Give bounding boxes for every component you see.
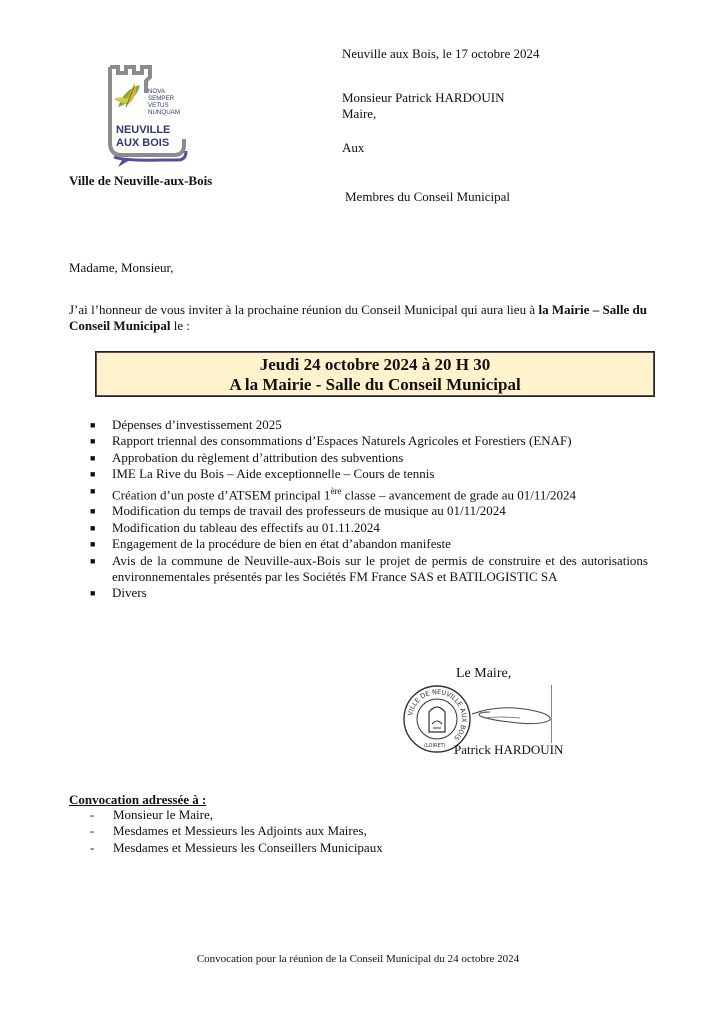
org-name: Ville de Neuville-aux-Bois <box>69 173 213 188</box>
agenda-item <box>88 433 648 449</box>
bullet-icon: ■ <box>90 539 96 550</box>
convocation-item-text: Mesdames et Messieurs les Adjoints aux Maires, <box>113 823 367 839</box>
agenda-item <box>88 450 648 466</box>
bullet-icon: ■ <box>90 522 96 533</box>
convocation-item <box>88 807 383 823</box>
logo-motto-4: NUNQUAM <box>148 109 180 116</box>
agenda-item-text: IME La Rive du Bois – Aide exceptionnelle – Cours de tennis <box>112 466 435 482</box>
intro-paragraph <box>69 302 647 334</box>
bullet-icon: ■ <box>90 485 96 496</box>
aux-label: Aux <box>342 140 365 155</box>
convocation-item <box>88 840 383 856</box>
bullet-icon: ■ <box>90 436 96 447</box>
agenda-item-text: Modification du tableau des effectifs au 01.11.2024 <box>112 519 380 535</box>
handwritten-signature <box>470 700 555 730</box>
intro-suffix: le : <box>173 318 190 333</box>
agenda-item-text: Modification du temps de travail des professeurs de musique au 01/11/2024 <box>112 503 506 519</box>
logo-motto-2: SEMPER <box>148 95 175 102</box>
agenda-item-text: Approbation du règlement d’attribution des subventions <box>112 449 404 465</box>
dash-icon: - <box>90 807 95 822</box>
agenda-item-text: Avis de la commune de Neuville-aux-Bois sur le projet de permis de construire et des autorisations environnementales présentés par les Sociétés FM France SAS et BATILOGISTIC SA <box>112 552 648 584</box>
convocation-list <box>88 807 383 856</box>
seal-text: VILLE DE NEUVILLE AUX BOIS <box>406 687 469 742</box>
meeting-box <box>95 351 655 397</box>
signature-title: Le Maire, <box>456 666 512 681</box>
letter-date: Neuville aux Bois, le 17 octobre 2024 <box>342 46 540 61</box>
bullet-icon: ■ <box>90 452 96 463</box>
city-logo <box>104 63 192 169</box>
agenda-item-text: Rapport triennal des consommations d’Espaces Naturels Agricoles et Forestiers (ENAF) <box>112 433 572 449</box>
agenda-item-text-b: classe – avancement de grade au 01/11/2024 <box>341 486 576 502</box>
agenda-item <box>88 483 648 504</box>
dash-icon: - <box>90 823 95 839</box>
agenda-list <box>88 417 648 602</box>
bullet-icon: ■ <box>90 555 96 566</box>
intro-text: J’ai l’honneur de vous inviter à la prochaine réunion du Conseil Municipal qui aura lieu à <box>69 302 536 317</box>
sender-title: Maire, <box>342 106 377 121</box>
agenda-item <box>88 503 648 519</box>
bullet-icon: ■ <box>90 588 96 599</box>
convocation-title: Convocation adressée à : <box>69 792 207 807</box>
agenda-item <box>88 553 648 586</box>
convocation-item-text: Mesdames et Messieurs les Conseillers Municipaux <box>113 839 383 855</box>
agenda-item <box>88 536 648 552</box>
recipients-label: Membres du Conseil Municipal <box>345 189 511 204</box>
signature-divider <box>551 685 552 743</box>
dash-icon: - <box>90 839 95 855</box>
intro-place: la Mairie – Salle du Conseil Municipal <box>69 302 647 333</box>
agenda-item <box>88 466 648 482</box>
logo-motto-3: VETUS <box>148 102 169 109</box>
bullet-icon: ■ <box>90 506 96 517</box>
convocation-item-text: Monsieur le Maire, <box>113 807 214 822</box>
page-footer: Convocation pour la réunion de la Conseil Municipal du 24 octobre 2024 <box>196 953 520 965</box>
meeting-datetime: Jeudi 24 octobre 2024 à 20 H 30 <box>259 355 491 374</box>
logo-name-2: AUX BOIS <box>116 137 170 149</box>
sender-name: Monsieur Patrick HARDOUIN <box>342 90 505 105</box>
signatory-name: Patrick HARDOUIN <box>454 742 564 757</box>
agenda-item-text: Dépenses d’investissement 2025 <box>112 417 282 432</box>
agenda-item <box>88 417 648 433</box>
agenda-item <box>88 585 648 601</box>
agenda-item <box>88 520 648 536</box>
meeting-location: A la Mairie - Salle du Conseil Municipal <box>229 375 521 394</box>
convocation-item <box>88 823 383 839</box>
agenda-item-sup: ère <box>330 485 342 496</box>
logo-motto-1: NOVA <box>148 88 166 95</box>
agenda-item-text-a: Création d’un poste d’ATSEM principal 1 <box>112 486 331 502</box>
seal-subtext: (LOIRET) <box>424 743 446 749</box>
logo-name-1: NEUVILLE <box>116 124 171 136</box>
salutation: Madame, Monsieur, <box>69 260 174 275</box>
agenda-item-text: Engagement de la procédure de bien en état d’abandon manifeste <box>112 536 451 552</box>
bullet-icon: ■ <box>90 420 96 430</box>
bullet-icon: ■ <box>90 469 96 480</box>
agenda-item-text: Divers <box>112 585 147 601</box>
